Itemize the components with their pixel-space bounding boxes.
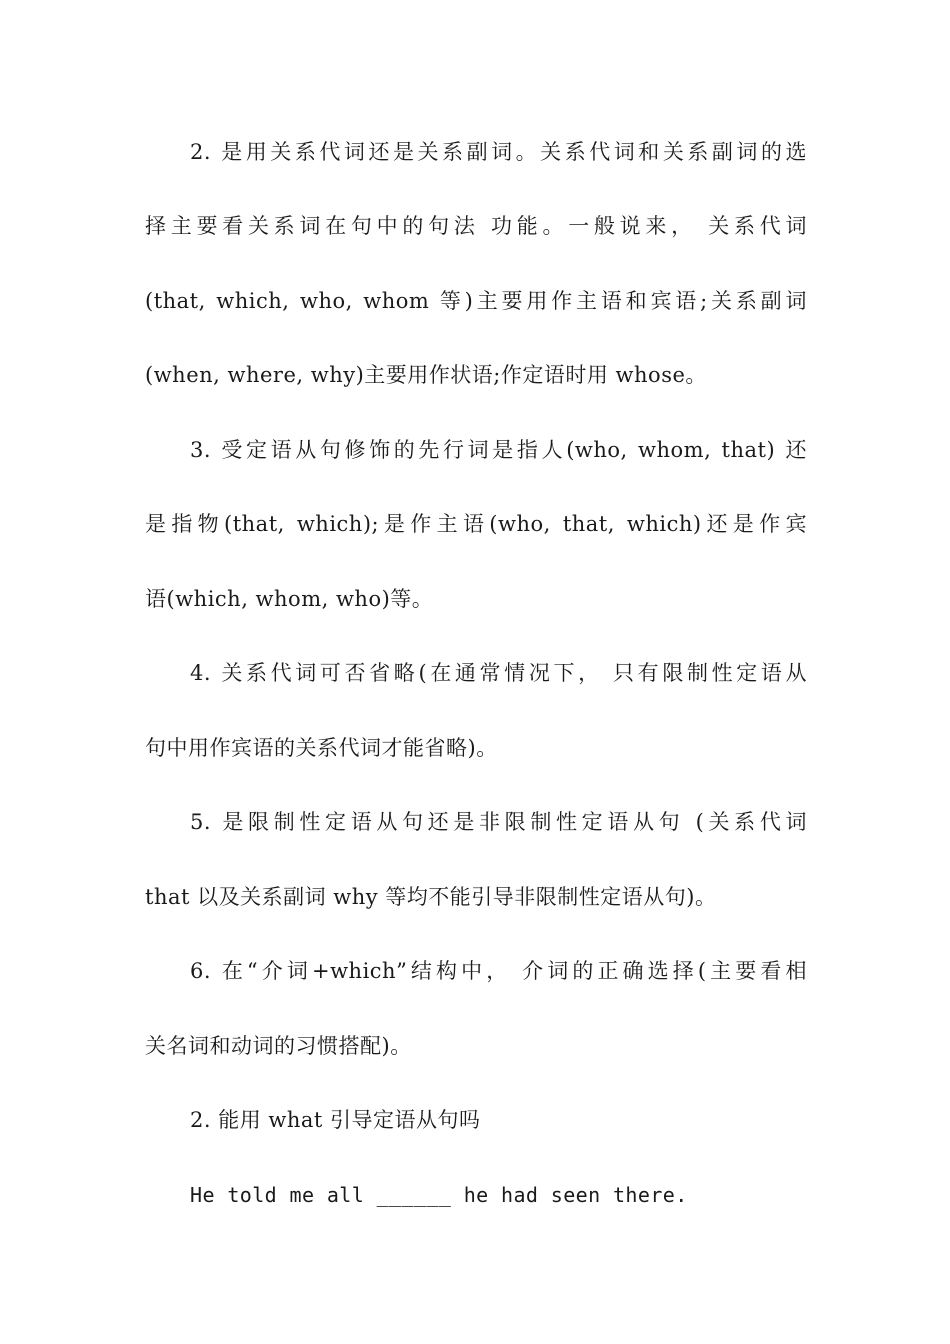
paragraph-6-line-2: 关名词和动词的习惯搭配)。 — [145, 1034, 412, 1058]
paragraph-3-line-2: 是指物(that, which);是作主语(who, that, which)还是作宾 — [145, 512, 807, 536]
paragraph-2-line-2: 择主要看关系词在句中的句法 功能。一般说来， 关系代词 — [145, 214, 807, 238]
paragraph-2-line-4: (when, where, why)主要用作状语;作定语时用 whose。 — [145, 363, 707, 387]
paragraph-2-line-1: 2. 是用关系代词还是关系副词。关系代词和关系副词的选 — [190, 140, 807, 164]
paragraph-6-line-1: 6. 在“介词+which”结构中， 介词的正确选择(主要看相 — [190, 959, 807, 983]
paragraph-3-line-3: 语(which, whom, who)等。 — [145, 587, 434, 611]
paragraph-2-line-3: (that, which, who, whom 等)主要用作主语和宾语;关系副词 — [145, 289, 807, 313]
paragraph-4-line-1: 4. 关系代词可否省略(在通常情况下， 只有限制性定语从 — [190, 661, 807, 685]
paragraph-5-line-1: 5. 是限制性定语从句还是非限制性定语从句 (关系代词 — [190, 810, 807, 834]
paragraph-4-line-2: 句中用作宾语的关系代词才能省略)。 — [145, 736, 498, 760]
paragraph-3-line-1: 3. 受定语从句修饰的先行词是指人(who, whom, that) 还 — [190, 438, 807, 462]
section-heading: 2. 能用 what 引导定语从句吗 — [190, 1108, 481, 1132]
example-sentence: He told me all ______ he had seen there. — [190, 1183, 688, 1207]
paragraph-5-line-2: that 以及关系副词 why 等均不能引导非限制性定语从句)。 — [145, 885, 717, 909]
